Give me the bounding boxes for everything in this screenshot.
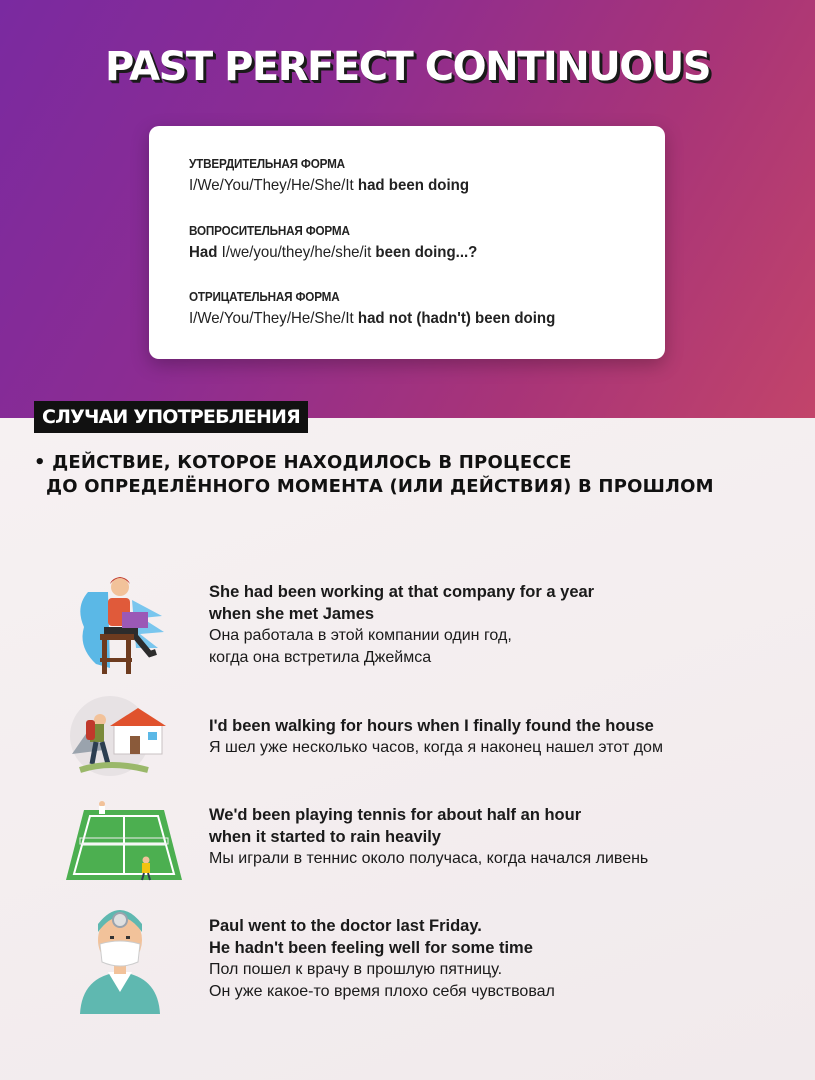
example-4: Paul went to the doctor last Friday. He hadn't been feeling well for some time Пол пошел к врачу в прошлую пятницу. Он уже какое-то время плохо себя чувствовал — [209, 917, 555, 1000]
usage-description-line-1: • ДЕЙСТВИЕ, КОТОРОЕ НАХОДИЛОСЬ В ПРОЦЕССЕ — [34, 452, 572, 473]
form-formula: I/We/You/They/He/She/It had been doing — [189, 177, 470, 194]
woman-laptop-icon — [70, 572, 170, 682]
affirmative-form — [189, 156, 487, 195]
interrogative-form — [189, 223, 496, 262]
form-label: УТВЕРДИТЕЛЬНАЯ ФОРМА — [189, 156, 345, 171]
form-formula: I/We/You/They/He/She/It had not (hadn't) been doing — [189, 310, 556, 327]
negative-form — [189, 289, 579, 328]
forms-card — [149, 126, 665, 359]
page-title: PAST PERFECT CONTINUOUS — [104, 44, 711, 90]
usage-badge: СЛУЧАИ УПОТРЕБЛЕНИЯ — [34, 401, 308, 433]
hiker-house-icon — [68, 694, 178, 778]
form-formula: Had I/we/you/they/he/she/it been doing...? — [189, 244, 478, 261]
form-label: ОТРИЦАТЕЛЬНАЯ ФОРМА — [189, 289, 340, 304]
usage-description-line-2: ДО ОПРЕДЕЛЁННОГО МОМЕНТА (ИЛИ ДЕЙСТВИЯ) В ПРОШЛОМ — [46, 476, 714, 497]
example-3: We'd been playing tennis for about half an hour when it started to rain heavily Мы играли в теннис около получаса, когда начался ливень — [209, 806, 649, 867]
example-1: She had been working at that company for a year when she met James Она работала в этой компании один год, когда она встретила Джеймса — [209, 583, 595, 666]
doctor-icon — [74, 896, 166, 1016]
example-2: I'd been walking for hours when I finally found the house Я шел уже несколько часов, когда я наконец нашел этот дом — [209, 717, 663, 756]
tennis-court-icon — [64, 794, 184, 886]
form-label: ВОПРОСИТЕЛЬНАЯ ФОРМА — [189, 223, 350, 238]
